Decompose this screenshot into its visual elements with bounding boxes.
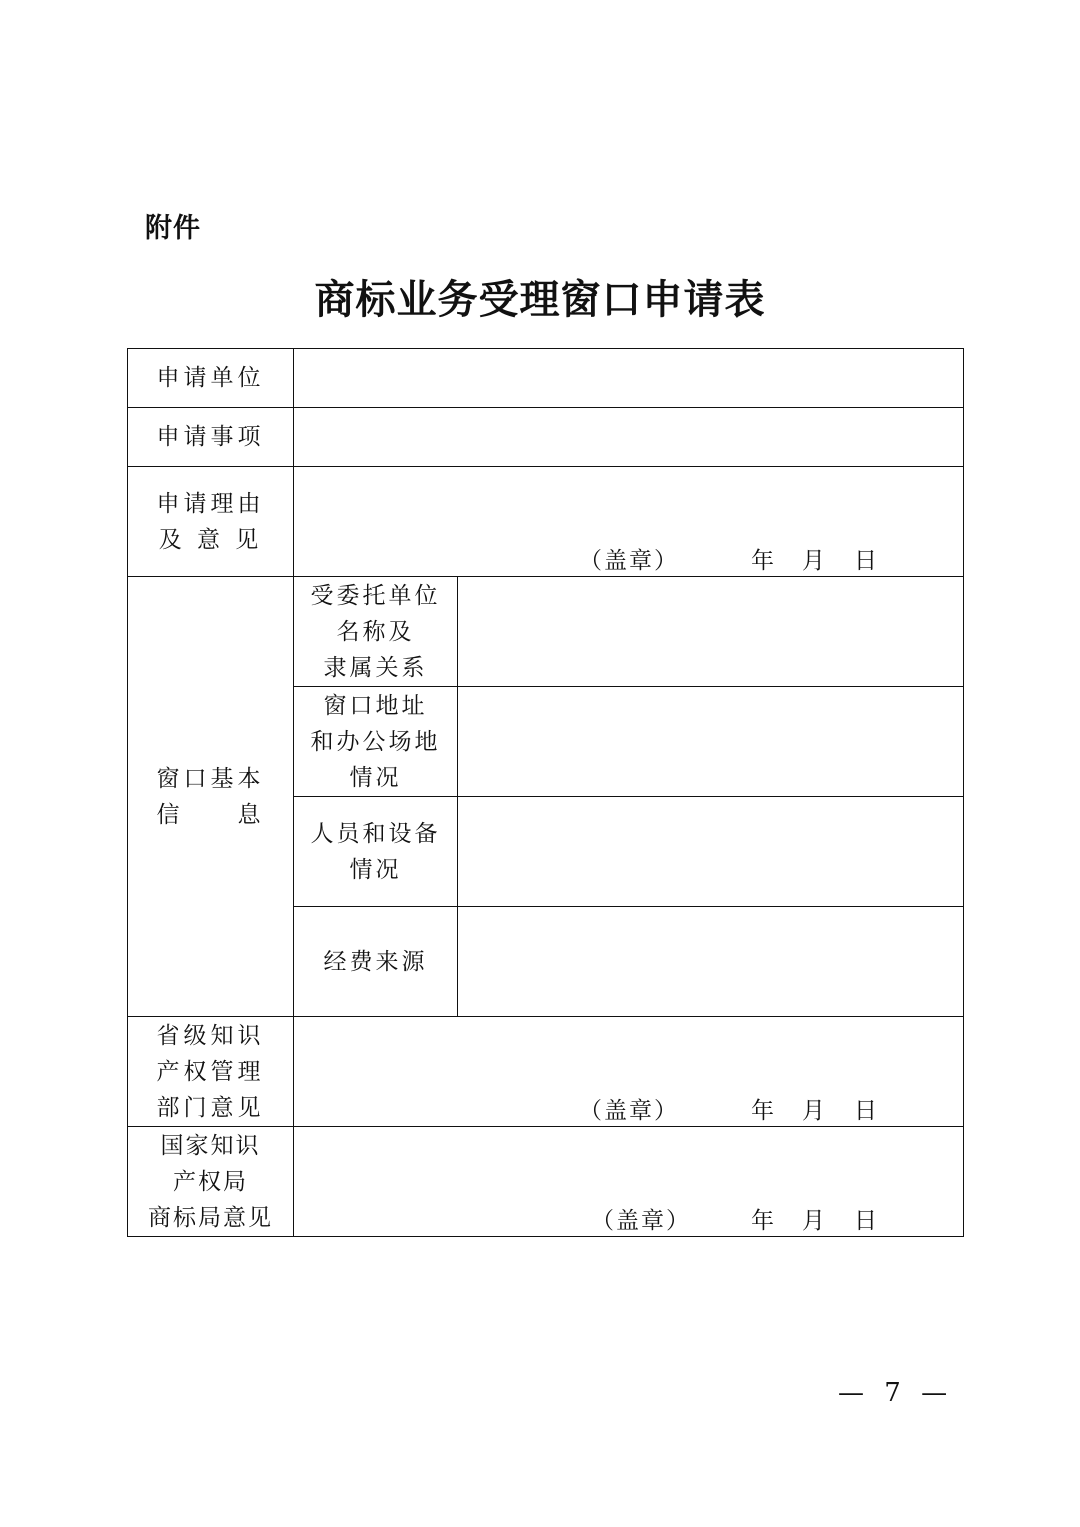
field-funding-source[interactable]	[458, 907, 964, 1017]
month-text: 月	[802, 1208, 827, 1234]
day-text: 日	[854, 1208, 879, 1234]
label-reason: 申请理由 及 意 见	[128, 467, 294, 577]
page-title: 商标业务受理窗口申请表	[314, 276, 766, 323]
row-entrusted	[128, 577, 964, 687]
label-window-info: 窗口基本 信 息	[128, 577, 294, 1017]
field-staff-equipment[interactable]	[458, 797, 964, 907]
field-reason[interactable]	[294, 467, 964, 577]
field-application-item[interactable]	[294, 408, 964, 467]
label-national-opinion: 国家知识 产权局 商标局意见	[128, 1127, 294, 1237]
row-reason	[128, 467, 964, 577]
row-national	[128, 1127, 964, 1237]
label-application-item: 申请事项	[128, 408, 294, 467]
seal-text: （盖章）	[591, 1208, 691, 1234]
day-text: 日	[854, 1098, 879, 1124]
attachment-label: 附件	[145, 213, 201, 244]
field-provincial-opinion[interactable]	[294, 1017, 964, 1127]
month-text: 月	[802, 1098, 827, 1124]
month-text: 月	[802, 548, 827, 574]
application-form-table	[127, 348, 964, 1237]
label-window-address: 窗口地址 和办公场地 情况	[294, 687, 458, 797]
year-text: 年	[751, 548, 776, 574]
field-entrusted-unit[interactable]	[458, 577, 964, 687]
field-national-opinion[interactable]	[294, 1127, 964, 1237]
label-staff-equipment: 人员和设备 情况	[294, 797, 458, 907]
seal-text: （盖章）	[579, 1098, 679, 1124]
field-applicant-unit[interactable]	[294, 349, 964, 408]
seal-text: （盖章）	[579, 548, 679, 574]
day-text: 日	[854, 548, 879, 574]
year-text: 年	[751, 1208, 776, 1234]
label-applicant-unit: 申请单位	[128, 349, 294, 408]
label-funding-source: 经费来源	[294, 907, 458, 1017]
row-applicant-unit	[128, 349, 964, 408]
field-window-address[interactable]	[458, 687, 964, 797]
page-number: — 7 —	[838, 1378, 954, 1408]
label-provincial-opinion: 省级知识 产权管理 部门意见	[128, 1017, 294, 1127]
row-application-item	[128, 408, 964, 467]
year-text: 年	[751, 1098, 776, 1124]
label-entrusted-unit: 受委托单位 名称及 隶属关系	[294, 577, 458, 687]
row-provincial	[128, 1017, 964, 1127]
